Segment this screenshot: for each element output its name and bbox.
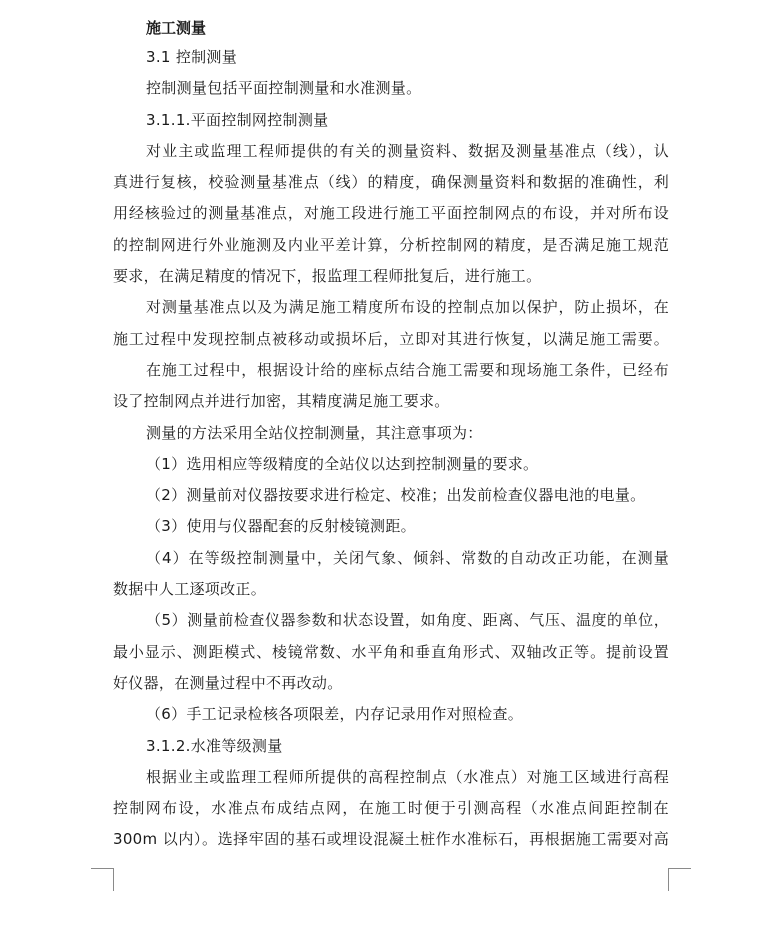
list-item: （3）使用与仪器配套的反射棱镜测距。 (146, 517, 416, 536)
list-item-continuation: 好仪器，在测量过程中不再改动。 (113, 673, 343, 692)
list-item-continuation: 最小显示、测距模式、棱镜常数、水平角和垂直角形式、双轴改正等。提前设置 (113, 642, 669, 661)
paragraph-line: 在施工过程中，根据设计给的座标点结合施工需要和现场施工条件，已经布 (146, 360, 669, 379)
paragraph-line: 控制测量包括平面控制测量和水准测量。 (146, 79, 422, 98)
list-item: （4）在等级控制测量中，关闭气象、倾斜、常数的自动改正功能，在测量 (146, 548, 669, 567)
subsection-title: 3.1.2.水准等级测量 (146, 736, 283, 755)
crop-mark-left (91, 868, 114, 891)
list-item: （6）手工记录检核各项限差，内存记录用作对照检查。 (146, 705, 524, 724)
subsection-title: 3.1 控制测量 (146, 48, 238, 66)
paragraph-line: 300m 以内）。选择牢固的基石或埋设混凝土桩作水准标石，再根据施工需要对高 (113, 830, 669, 849)
paragraph-line: 施工过程中发现控制点被移动或损坏后，立即对其进行恢复，以满足施工需要。 (113, 329, 669, 348)
section-heading: 施工测量 (146, 19, 207, 37)
paragraph-line: 根据业主或监理工程师所提供的高程控制点（水准点）对施工区域进行高程 (146, 767, 669, 786)
paragraph-line: 真进行复核，校验测量基准点（线）的精度，确保测量资料和数据的准确性，利 (113, 173, 669, 192)
paragraph-line: 控制网布设，水准点布成结点网，在施工时便于引测高程（水准点间距控制在 (113, 799, 669, 818)
list-item: （5）测量前检查仪器参数和状态设置，如角度、距离、气压、温度的单位， (146, 611, 669, 630)
paragraph-line: 对业主或监理工程师提供的有关的测量资料、数据及测量基准点（线），认 (146, 141, 669, 160)
paragraph-line: 要求，在满足精度的情况下，报监理工程师批复后，进行施工。 (113, 267, 542, 286)
crop-mark-right (668, 868, 691, 891)
list-item: （1）选用相应等级精度的全站仪以达到控制测量的要求。 (146, 454, 539, 473)
document-body (113, 14, 669, 856)
list-item-continuation: 数据中人工逐项改正。 (113, 580, 267, 599)
paragraph-line: 设了控制网点并进行加密，其精度满足施工要求。 (113, 392, 450, 411)
subsection-title: 3.1.1.平面控制网控制测量 (146, 110, 329, 129)
paragraph-line: 的控制网进行外业施测及内业平差计算，分析控制网的精度，是否满足施工规范 (113, 235, 669, 254)
paragraph-line: 用经核验过的测量基准点，对施工段进行施工平面控制网点的布设，并对所布设 (113, 204, 669, 223)
paragraph-line: 测量的方法采用全站仪控制测量，其注意事项为： (146, 423, 483, 442)
paragraph-line: 对测量基准点以及为满足施工精度所布设的控制点加以保护，防止损坏，在 (146, 298, 669, 317)
list-item: （2）测量前对仪器按要求进行检定、校准；出发前检查仪器电池的电量。 (146, 486, 646, 505)
